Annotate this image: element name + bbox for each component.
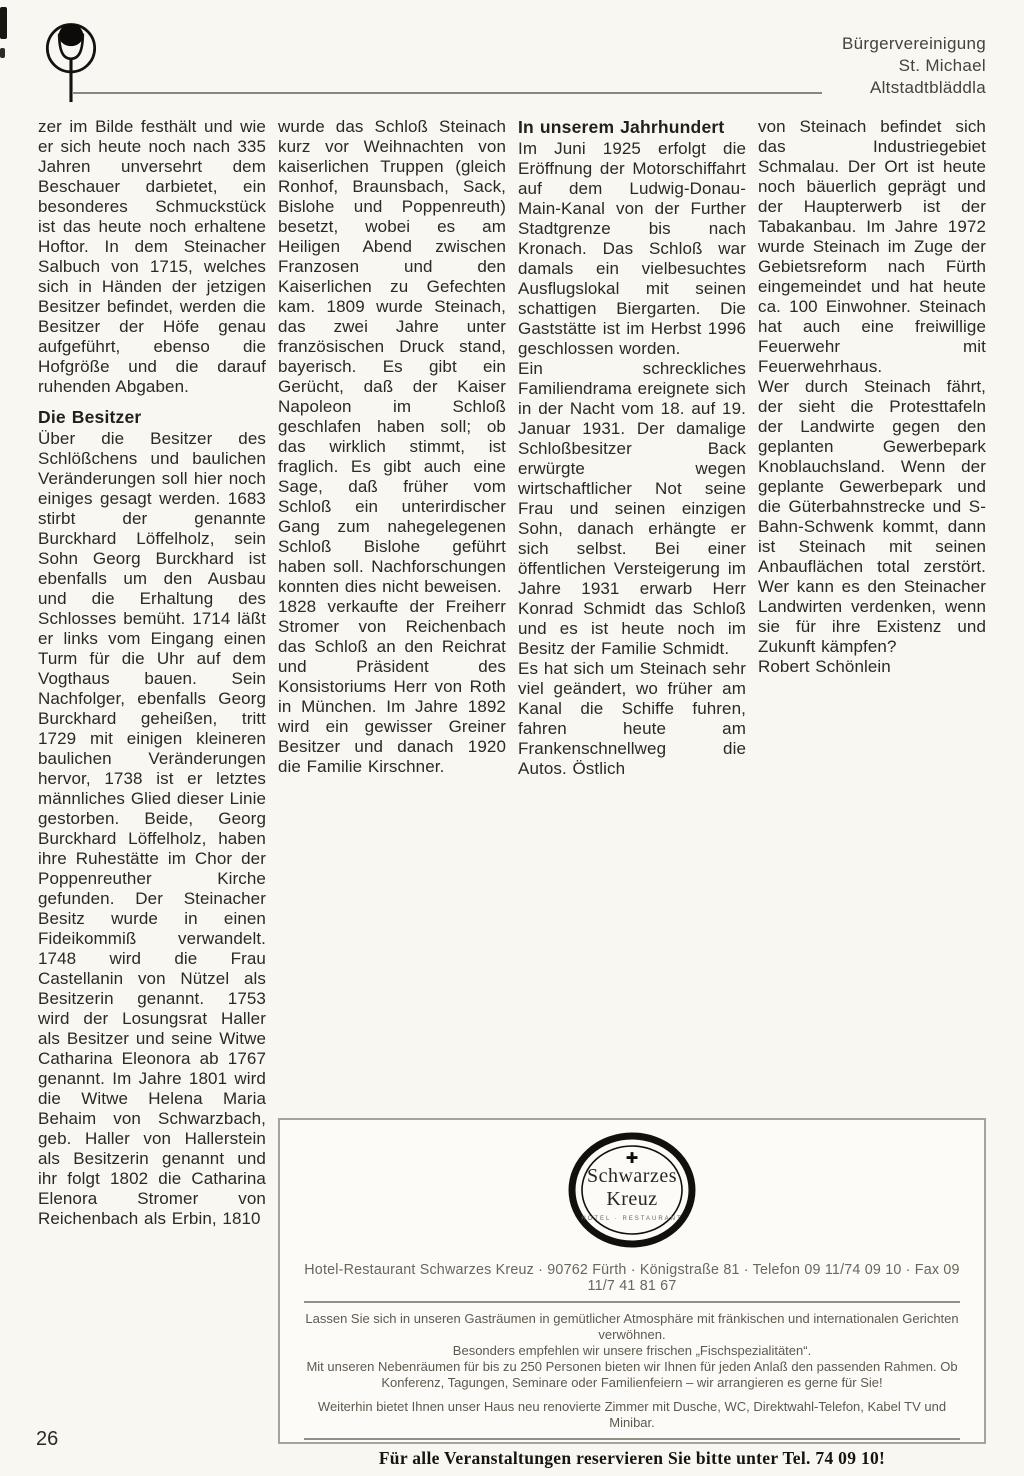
article-column-2: [278, 117, 506, 1229]
newsletter-name: Altstadtbläddla: [869, 78, 986, 97]
masthead: [842, 33, 986, 99]
article-column-3: [518, 117, 746, 1229]
page-number: 26: [36, 1428, 59, 1450]
cross-icon: ✚: [625, 1150, 639, 1167]
ad-address-line: Hotel-Restaurant Schwarzes Kreuz · 90762 Fürth · Königstraße 81 · Telefon 09 11/74 09 10 · Fax 09 11/7 41 81 67: [304, 1262, 960, 1294]
ad-reservation-line: Für alle Veranstaltungen reservieren Sie bitte unter Tel. 74 09 10!: [378, 1448, 886, 1468]
org-name: Bürgervereinigung: [841, 34, 986, 53]
ad-logo-line1: Schwarzes: [586, 1165, 678, 1187]
paragraph: 1828 verkaufte der Freiherr Stromer von Reichenbach das Schloß an den Reichrat und Präsident des Konsistoriums Herr von Roth in München. Im Jahre 1892 wird ein gewisser Greiner Besitzer und danach 1920 die Familie Kirschner.: [278, 597, 506, 776]
paragraph: von Steinach befindet sich das Industriegebiet Schmalau. Der Ort ist heute noch bäuerlich geprägt und der Haupterwerb ist der Tabakanbau. Im Jahre 1972 wurde Steinach im Zuge der Gebietsreform nach Fürth eingemeindet und hat heute ca. 100 Einwohner. Steinach hat auch eine freiwillige Feuerwehr mit Feuerwehrhaus.: [758, 117, 986, 376]
scan-artifact: [0, 7, 7, 39]
header-divider: [72, 92, 822, 94]
paragraph: wurde das Schloß Steinach kurz vor Weihnachten von kaiserlichen Truppen (gleich Ronhof, Braunsbach, Sack, Bislohe und Poppenreuth) besetzt, wobei es am Heiligen Abend zwischen Franzosen und den Kaiserlichen zu Gefechten kam. 1809 wurde Steinach, das zwei Jahre unter französischen Druck stand, bayerisch. Es gibt ein Gerücht, daß der Kaiser Napoleon im Schloß geschlafen haben soll; ob das wirklich stimmt, ist fraglich. Es gibt auch eine Sage, daß früher vom Schloß ein unterirdischer Gang zum nahegelegenen Schloß Bislohe geführt haben soll. Nachforschungen konnten dies nicht beweisen.: [278, 117, 506, 596]
section-heading-jahrhundert: In unserem Jahrhundert: [518, 117, 725, 137]
article-column-1: [38, 117, 266, 1229]
paragraph: Im Juni 1925 erfolgt die Eröffnung der Motorschiffahrt auf dem Ludwig-Donau-Main-Kanal von der Further Stadtgrenze bis nach Kronach. Das Schloß war damals ein vielbesuchtes Ausflugslokal mit seinen schattigen Biergarten. Die Gaststätte ist im Herbst 1996 geschlossen worden.: [518, 139, 746, 358]
paragraph: Es hat sich um Steinach sehr viel geändert, wo früher am Kanal die Schiffe fuhren, fahren heute am Frankenschnellweg die Autos. Östlich: [518, 659, 746, 778]
ad-divider: [304, 1438, 960, 1440]
ad-logo-line2: Kreuz: [606, 1188, 658, 1210]
ad-divider: [304, 1301, 960, 1303]
advertisement-box: [278, 1118, 986, 1468]
org-logo-icon: [40, 12, 102, 104]
paragraph: Wer durch Steinach fährt, der sieht die Protesttafeln der Landwirte gegen den geplanten Gewerbepark Knoblauchsland. Wenn der geplante Gewerbepark und die Güterbahnstrecke und S-Bahn-Schwenk kommt, dann ist Steinach mit seinen Anbauflächen total zerstört. Wer kann es den Steinacher Landwirten verdenken, wenn sie für ihre Existenz und Zukunft kämpfen?: [758, 377, 986, 656]
ad-text-line: Mit unseren Nebenräumen für bis zu 250 Personen bieten wir Ihnen für jeden Anlaß den passenden Rahmen. Ob Konferenz, Tagungen, Seminare oder Familienfeiern – wir arrangieren es gerne für Sie!: [306, 1359, 958, 1390]
schwarzes-kreuz-logo: [568, 1132, 696, 1248]
article-column-4: [758, 117, 986, 1229]
ad-text-line: Lassen Sie sich in unseren Gasträumen in gemütlicher Atmosphäre mit fränkischen und internationalen Gerichten verwöhnen.: [305, 1311, 959, 1342]
ad-text-line: Besonders empfehlen wir unsere frischen „Fischspezialitäten“.: [452, 1343, 812, 1358]
section-heading-die-besitzer: Die Besitzer: [38, 407, 142, 427]
paragraph: Über die Besitzer des Schlößchens und baulichen Veränderungen soll hier noch einiges gesagt werden. 1683 stirbt der genannte Burckhard Löffelholz, sein Sohn Georg Burckhard ist ebenfalls um den Ausbau und die Erhaltung des Schlosses bemüht. 1714 läßt er links vom Eingang einen Turm für die Uhr auf dem Vogthaus bauen. Sein Nachfolger, ebenfalls Georg Burckhard geheißen, tritt 1729 mit einigen kleineren baulichen Veränderungen hervor, 1738 ist er letztes männliches Glied dieser Linie gestorben. Beide, Georg Burckhard Löffelholz, haben ihre Ruhestätte im Chor der Poppenreuther Kirche gefunden. Der Steinacher Besitz wurde in einen Fideikommiß verwandelt. 1748 wird die Frau Castellanin von Nützel als Besitzerin genannt. 1753 wird der Losungsrat Haller als Besitzer und seine Witwe Catharina Eleonora ab 1767 genannt. Im Jahre 1801 wird die Witwe Helena Maria Behaim von Schwarzbach, geb. Haller von Hallerstein als Besitzerin genannt und ihr folgt 1802 die Catharina Elenora Stromer von Reichenbach als Erbin, 1810: [38, 429, 266, 1228]
ad-logo-subtitle: HOTEL · RESTAURANT: [581, 1216, 683, 1222]
paragraph: zer im Bilde festhält und wie er sich heute noch nach 335 Jahren unversehrt dem Beschauer darbietet, ein besonderes Schmuckstück ist das heute noch erhaltene Hoftor. In dem Steinacher Salbuch von 1715, welches sich in Händen der jetzigen Besitzer befindet, werden die Besitzer der Höfe genau aufgeführt, ebenso die Hofgröße und die darauf ruhenden Abgaben.: [38, 117, 266, 396]
author-signature: Robert Schönlein: [758, 657, 891, 676]
scan-artifact: [0, 48, 5, 58]
ad-text-line: Weiterhin bietet Ihnen unser Haus neu renovierte Zimmer mit Dusche, WC, Direktwahl-Telefon, Kabel TV und Minibar.: [317, 1399, 947, 1430]
ad-copy: [302, 1311, 962, 1431]
org-subname: St. Michael: [898, 56, 986, 75]
paragraph: Ein schreckliches Familiendrama ereignete sich in der Nacht vom 18. auf 19. Januar 1931. Der damalige Schloßbesitzer Back erwürgte wegen wirtschaftlicher Not seine Frau und seinen einzigen Sohn, danach erhängte er sich selbst. Bei einer öffentlichen Versteigerung im Jahre 1931 erwarb Herr Konrad Schmidt das Schloß und es ist heute noch im Besitz der Familie Schmidt.: [518, 359, 746, 658]
article-body: [38, 117, 986, 1229]
